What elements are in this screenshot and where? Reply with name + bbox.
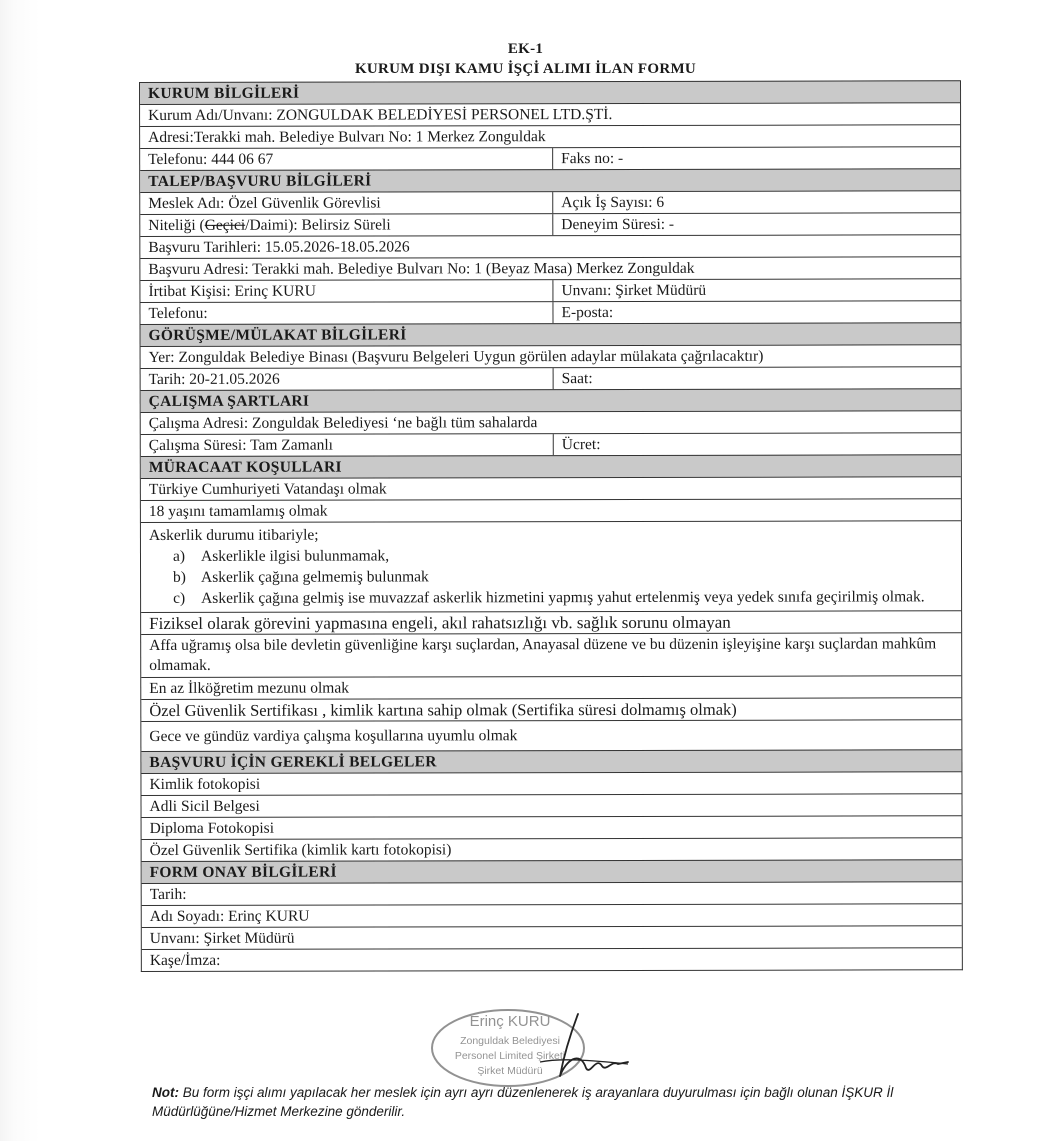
work-duration-row — [141, 432, 961, 456]
approval-title-row: Unvanı: Şirket Müdürü — [142, 925, 962, 949]
document-item-row: Adli Sicil Belgesi — [141, 793, 961, 817]
approval-date-row: Tarih: — [142, 881, 962, 905]
footer-note — [152, 1083, 962, 1121]
document-item-row: Özel Güvenlik Sertifika (kimlik kartı fotokopisi) — [142, 837, 962, 861]
institution-name-row: Kurum Adı/Unvanı: ZONGULDAK BELEDİYESİ PERSONEL LTD.ŞTİ. — [140, 102, 960, 126]
work-address-row: Çalışma Adresi: Zonguldak Belediyesi ‘ne bağlı tüm sahalarda — [141, 410, 961, 434]
section-header-gorusme: GÖRÜŞME/MÜLAKAT BİLGİLERİ — [141, 322, 961, 346]
condition-row: Türkiye Cumhuriyeti Vatandaşı olmak — [141, 476, 961, 500]
interview-time: Saat: — [561, 370, 593, 388]
work-duration: Çalışma Süresi: Tam Zamanlı — [141, 434, 554, 456]
condition-row: Gece ve gündüz vardiya çalışma koşullarına uyumlu olmak — [141, 719, 961, 751]
occupation-row — [140, 190, 960, 214]
section-header-onay: FORM ONAY BİLGİLERİ — [142, 859, 962, 883]
svg-text:Zonguldak Belediyesi: Zonguldak Belediyesi — [460, 1035, 560, 1047]
note-text: Bu form işçi alımı yapılacak her meslek için ayrı ayrı düzenlenerek iş arayanlara duyurulması için bağlı olunan İŞKUR İl Müdürlüğüne/Hizmet Merkezine gönderilir. — [152, 1085, 894, 1119]
annex-label: EK-1 — [507, 41, 544, 57]
form-title: KURUM DIŞI KAMU İŞÇİ ALIMI İLAN FORMU — [354, 61, 697, 77]
svg-text:Şirket Müdürü: Şirket Müdürü — [477, 1065, 543, 1077]
application-dates-row: Başvuru Tarihleri: 15.05.2026-18.05.2026 — [140, 234, 960, 258]
institution-fax: Faks no: - — [561, 149, 624, 168]
institution-phone: Telefonu: 444 06 67 — [140, 148, 553, 170]
military-intro: Askerlik durumu itibariyle; — [148, 526, 319, 544]
document-item-row: Kimlik fotokopisi — [141, 771, 961, 795]
section-header-belgeler: BAŞVURU İÇİN GEREKLİ BELGELER — [141, 749, 961, 773]
list-item: c) Askerlik çağına gelmiş ise muvazzaf askerlik hizmetini yapmış yahut ertelenmiş veya yedek sınıfa geçirilmiş olmak. — [173, 588, 925, 607]
wage: Ücret: — [561, 436, 601, 454]
svg-text:Personel Limited Şirketi: Personel Limited Şirketi — [454, 1050, 566, 1062]
military-status-row — [141, 520, 961, 612]
open-positions: Açık İş Sayısı: 6 — [561, 193, 665, 212]
approval-stamp-row: Kaşe/İmza: — [142, 947, 962, 971]
document-item-row: Diploma Fotokopisi — [142, 815, 962, 839]
condition-row: Özel Güvenlik Sertifikası , kimlik kartına sahip olmak (Sertifika süresi dolmamış olmak) — [141, 697, 961, 721]
contact-phone-email-row — [140, 300, 960, 324]
nature-row — [140, 212, 960, 236]
list-item: b) Askerlik çağına gelmemiş bulunmak — [173, 568, 429, 586]
condition-row: 18 yaşını tamamlamış olmak — [141, 498, 961, 522]
section-header-muracaat: MÜRACAAT KOŞULLARI — [141, 454, 961, 478]
note-label: Not: — [152, 1085, 179, 1100]
condition-row: Fiziksel olarak görevini yapmasına engeli, akıl rahatsızlığı vb. sağlık sorunu olmayan — [141, 610, 961, 634]
interview-place-row: Yer: Zonguldak Belediye Binası (Başvuru Belgeleri Uygun görülen adaylar mülakata çağrılacaktır) — [141, 344, 961, 368]
condition-row: En az İlköğretim mezunu olmak — [141, 675, 961, 699]
contact-row — [140, 278, 960, 302]
struck-word: Geçici — [204, 216, 246, 234]
contact-person: İrtibat Kişisi: Erinç KURU — [140, 280, 553, 302]
section-header-kurum: KURUM BİLGİLERİ — [140, 80, 960, 104]
section-header-calisma: ÇALIŞMA ŞARTLARI — [141, 388, 961, 412]
svg-text:Erinç KURU: Erinç KURU — [469, 1013, 551, 1030]
institution-address-row: Adresi:Terakki mah. Belediye Bulvarı No: 1 Merkez Zonguldak — [140, 124, 960, 148]
military-options-list — [149, 544, 953, 609]
interview-date-row — [141, 366, 961, 390]
institution-phone-fax-row — [140, 146, 960, 170]
contact-email: E-posta: — [561, 304, 614, 322]
contact-title: Unvanı: Şirket Müdürü — [561, 281, 707, 300]
application-address-row: Başvuru Adresi: Terakki mah. Belediye Bulvarı No: 1 (Beyaz Masa) Merkez Zonguldak — [140, 256, 960, 280]
section-header-talep: TALEP/BAŞVURU BİLGİLERİ — [140, 168, 960, 192]
contact-phone: Telefonu: — [140, 302, 553, 324]
announcement-form-table — [139, 80, 963, 972]
handwritten-signature — [520, 1010, 630, 1080]
interview-date: Tarih: 20-21.05.2026 — [141, 368, 554, 390]
experience-duration: Deneyim Süresi: - — [561, 215, 675, 234]
list-item: a) Askerlikle ilgisi bulunmamak, — [172, 547, 390, 565]
condition-row: Affa uğramış olsa bile devletin güvenliğine karşı suçlardan, Anayasal düzene ve bu düzenin işleyişine karşı suçlardan mahkûm olmamak. — [141, 632, 961, 677]
occupation-name: Meslek Adı: Özel Güvenlik Görevlisi — [140, 192, 553, 214]
approval-name-row: Adı Soyadı: Erinç KURU — [142, 903, 962, 927]
employment-nature: Niteliği (Geçici/Daimi): Belirsiz Süreli — [140, 214, 553, 236]
